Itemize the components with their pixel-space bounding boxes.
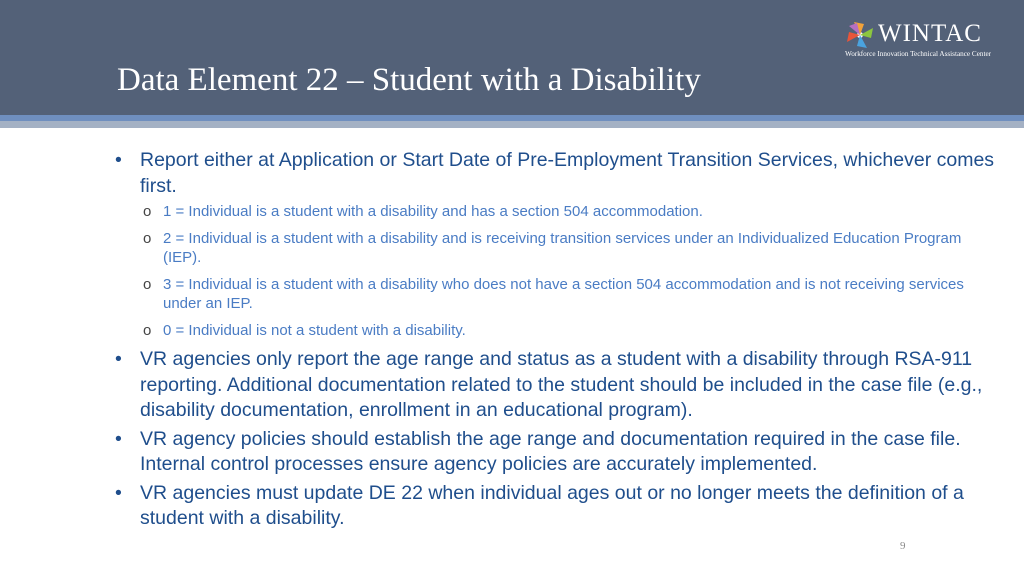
- bullet-item: [115, 347, 995, 424]
- page-number: 9: [900, 540, 906, 552]
- sub-bullet-text: 2 = Individual is a student with a disability and is receiving transition services under an Individualized Education Program (IEP).: [163, 229, 962, 266]
- bullet-text: Report either at Application or Start Date of Pre-Employment Transition Services, whichever comes first.: [140, 149, 995, 197]
- logo-subtitle: Workforce Innovation Technical Assistance Center: [845, 50, 992, 58]
- slide-header: [0, 0, 1024, 115]
- sub-bullet-item: [115, 202, 995, 222]
- sub-bullet-item: [115, 321, 995, 341]
- bullet-text: VR agencies only report the age range and status as a student with a disability through RSA-911 reporting. Additional documentation related to the student should be included in the case file (e.g., disability documentation, enrollment in an educational program).: [140, 348, 983, 421]
- bullet-marker: •: [115, 149, 122, 171]
- bullet-item: [115, 481, 995, 532]
- sub-bullet-item: [115, 275, 995, 314]
- sub-bullet-marker: o: [143, 321, 152, 339]
- bullet-item: [115, 148, 995, 199]
- sub-bullet-marker: o: [143, 203, 152, 220]
- header-stripe-light: [0, 121, 1024, 128]
- wintac-logo: [845, 20, 1015, 62]
- slide-title: Data Element 22 – Student with a Disability: [117, 62, 701, 98]
- bullet-marker: •: [115, 427, 122, 450]
- bullet-marker: •: [115, 348, 122, 370]
- slide-content: [115, 148, 995, 535]
- sub-bullet-text: 1 = Individual is a student with a disability and has a section 504 accommodation.: [163, 203, 703, 220]
- bullet-text: VR agency policies should establish the age range and documentation required in the case file. Internal control processes ensure agency policies are accurately implemented.: [140, 427, 961, 475]
- sub-bullet-item: [115, 229, 995, 268]
- sub-bullet-marker: o: [143, 275, 152, 293]
- logo-name: WINTAC: [878, 20, 982, 47]
- bullet-text: VR agencies must update DE 22 when individual ages out or no longer meets the definition of a student with a disability.: [140, 481, 964, 529]
- sub-bullet-text: 0 = Individual is not a student with a disability.: [163, 321, 466, 339]
- pinwheel-logo-icon: [845, 20, 875, 50]
- sub-bullet-text: 3 = Individual is a student with a disability who does not have a section 504 accommodation and is not receiving services under an IEP.: [163, 275, 964, 312]
- sub-bullet-marker: o: [143, 229, 152, 247]
- bullet-item: [115, 427, 995, 478]
- bullet-marker: •: [115, 481, 122, 504]
